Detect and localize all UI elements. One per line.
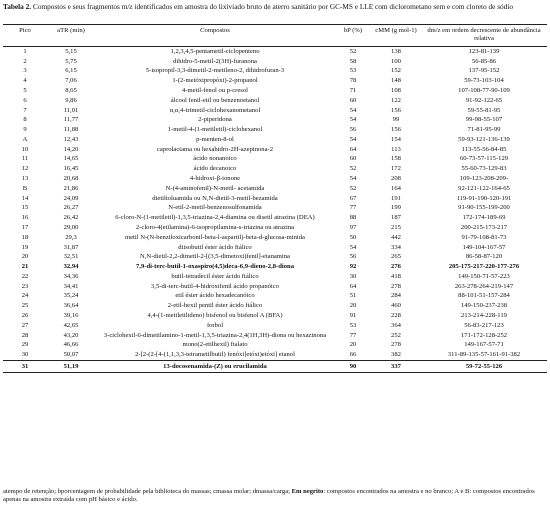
cell-tr: 11,77	[63, 116, 79, 124]
cell-mz: 171-172-128-252	[460, 331, 508, 339]
cell-tr: 16,45	[63, 165, 79, 173]
cell-p: 77	[349, 331, 357, 339]
cell-compound: ácido nonanoico	[193, 155, 237, 163]
cell-tr: 12,43	[63, 135, 79, 143]
cell-tr: 26,42	[63, 214, 79, 222]
cell-compound: álcool fenil-etil ou benzenoetanol	[170, 96, 260, 104]
table-caption	[3, 2, 547, 11]
cell-compound: 2-cloro-4(etilamina)-6-isopropilamina-s-triazina ou atrazina	[135, 223, 295, 231]
cell-pico: 14	[21, 194, 29, 202]
cell-p: 52	[349, 184, 357, 192]
cell-tr: 46,66	[63, 341, 79, 349]
cell-compound: α,α,4-trimetil-ciclohexanometanol	[169, 106, 261, 114]
table-row	[3, 243, 547, 253]
cell-compound: N,N-dietil-2,2-dimetil-2-[(3,5-dimetoxi)fenil]-etanamina	[140, 253, 290, 261]
cell-mm: 442	[391, 233, 401, 241]
cell-mm: 152	[391, 67, 401, 75]
cell-tr: 5,75	[65, 57, 77, 65]
table-header	[3, 25, 547, 47]
cell-pico: 6	[23, 96, 27, 104]
footnote-part2: : compostos encontrados na amostra e no branco; A e B: compostos encontrados apenas na amostra extraída com pH básico e ácido.	[3, 488, 535, 503]
table-row	[3, 331, 547, 341]
cell-pico: 13	[21, 175, 29, 183]
footnote-bold: Em negrito	[291, 488, 324, 495]
cell-tr: 29,3	[65, 233, 77, 241]
cell-mm: 265	[391, 253, 401, 261]
cell-tr: 11,01	[63, 106, 79, 114]
table-row	[3, 311, 547, 321]
cell-compound: 1,2,3,4,5-pentametil-ciclopenteno	[170, 47, 260, 55]
table-row	[3, 125, 547, 135]
cell-p: 54	[349, 116, 357, 124]
cell-pico: 3	[23, 67, 27, 75]
cell-compound: etil éster ácido hexadecanóico	[175, 292, 255, 300]
cell-p: 77	[349, 204, 357, 212]
cell-mz: 86-58-87-120	[465, 253, 503, 261]
cell-mz: 60-73-57-115-129	[459, 155, 509, 163]
cell-p: 56	[349, 253, 357, 261]
cell-pico: B	[22, 184, 28, 192]
cell-pico: 8	[23, 116, 27, 124]
table-row	[3, 350, 547, 360]
cell-mz: 172-174-189-69	[462, 214, 506, 222]
cell-pico: 23	[21, 282, 29, 290]
table-row	[3, 184, 547, 194]
cell-compound: 7,9-di-terc-butil-1-oxaspiro(4,5)deca-6,9-dieno-2,8-diona	[136, 263, 294, 271]
cell-mz: 91-79-108-81-73	[461, 233, 507, 241]
table-row	[3, 213, 547, 223]
cell-pico: 29	[21, 341, 29, 349]
cell-compound: dietiltoluamida ou N,N-dietil-3-metil-bezamida	[152, 194, 278, 202]
cell-p: 54	[349, 135, 357, 143]
cell-pico: 31	[3, 361, 47, 373]
cell-mm: 154	[391, 135, 401, 143]
table-footnote	[3, 488, 547, 504]
cell-mz: 88-101-51-157-284	[458, 292, 510, 300]
cell-pico: 15	[21, 204, 29, 212]
cell-compound: mono(2-etilhexil) ftalato	[182, 341, 248, 349]
cell-mz: 91-90-155-199-200	[458, 204, 510, 212]
cell-tr: 42,65	[63, 321, 79, 329]
table-row	[3, 301, 547, 311]
cell-compound: forbol	[206, 321, 224, 329]
cell-tr: 9,86	[65, 96, 77, 104]
table-row	[3, 47, 547, 57]
table-row	[3, 135, 547, 145]
cell-mz: 263-278-264-219-147	[454, 282, 514, 290]
cell-p: 58	[349, 57, 357, 65]
cell-p: 64	[349, 282, 357, 290]
cell-p: 71	[349, 87, 357, 95]
cell-tr: 31,87	[63, 243, 79, 251]
table-last-body	[3, 361, 547, 373]
cell-tr: 35,24	[63, 292, 79, 300]
cell-mm: 382	[391, 351, 401, 359]
cell-mm: 284	[391, 292, 401, 300]
cell-mz: 311-89-135-57-161-91-382	[447, 351, 521, 359]
header-pico: Pico	[19, 27, 31, 34]
cell-tr: 20,68	[63, 175, 79, 183]
cell-mm: 199	[391, 204, 401, 212]
cell-tr: 14,20	[63, 145, 79, 153]
table-row	[3, 262, 547, 272]
cell-p: 53	[349, 321, 357, 329]
cell-compound: 4-metil-fenol ou p-cresol	[182, 87, 248, 95]
cell-pico: 17	[21, 223, 29, 231]
cell-compound: p-menten-8-ol	[196, 135, 234, 143]
cell-p: 52	[349, 165, 357, 173]
cell-mz: 113-55-56-84-85	[461, 145, 507, 153]
cell-pico: 12	[21, 165, 29, 173]
cell-compound: dihidro-5-metil-2(3H)-furanona	[173, 57, 257, 65]
cell-pico: 28	[21, 331, 29, 339]
cell-mm: 460	[391, 302, 401, 310]
table-row	[3, 223, 547, 233]
cell-mz: 213-214-228-119	[461, 311, 507, 319]
cell-mz: 91-92-122-65	[465, 96, 503, 104]
cell-compound: butil-tetradecil éster ácido ftálico	[171, 272, 259, 280]
table-row	[3, 233, 547, 243]
cell-tr: 29,00	[63, 223, 79, 231]
cell-p: 30	[349, 272, 357, 280]
cell-tr: 11,88	[63, 126, 79, 134]
cell-tr: 36,64	[63, 302, 79, 310]
cell-p: 66	[349, 351, 357, 359]
cell-mz: 99-98-55-107	[465, 116, 503, 124]
cell-p: 54	[349, 243, 357, 251]
cell-pico: 11	[21, 155, 29, 163]
cell-tr: 39,16	[63, 311, 79, 319]
cell-pico: 22	[21, 272, 29, 280]
table-row	[3, 272, 547, 282]
cell-mm: 156	[391, 106, 401, 114]
table-row	[3, 164, 547, 174]
cell-pico: 19	[21, 243, 29, 251]
table-row	[3, 204, 547, 214]
table-row	[3, 145, 547, 155]
compounds-table	[3, 24, 547, 373]
table-row	[3, 292, 547, 302]
cell-mm: 187	[391, 214, 401, 222]
cell-mz: 56-83-217-123	[464, 321, 504, 329]
cell-mz: 149-150-71-57-223	[458, 272, 510, 280]
table-row	[3, 155, 547, 165]
cell-mm: 215	[391, 223, 401, 231]
cell-p: 88	[349, 214, 357, 222]
cell-pico: 16	[21, 214, 29, 222]
table-row	[3, 86, 547, 96]
cell-pico: 7	[23, 106, 27, 114]
cell-tr: 34,41	[63, 282, 79, 290]
cell-p: 53	[349, 67, 357, 75]
cell-mm: 108	[391, 87, 401, 95]
table-row	[3, 340, 547, 350]
cell-mz: 59-73-103-104	[464, 77, 504, 85]
cell-mz: 119-91-190-120-191	[456, 194, 512, 202]
cell-mm: 148	[391, 77, 401, 85]
cell-tr: 32,51	[63, 253, 79, 261]
table-row	[3, 115, 547, 125]
cell-pico: 24	[21, 292, 29, 300]
cell-mz: 59-55-81-95	[467, 106, 501, 114]
cell-pico: 25	[21, 302, 29, 310]
cell-mz: 56-85-86	[471, 57, 497, 65]
cell-p: 92	[349, 263, 357, 271]
header-p: bP (%)	[343, 27, 363, 34]
cell-mm: 191	[391, 194, 401, 202]
cell-compound: 2-etil-hexil pentil éster ácido ftálico	[167, 302, 263, 310]
cell-pico: 9	[23, 126, 27, 134]
cell-tr: 43,20	[63, 331, 79, 339]
cell-p: 54	[349, 175, 357, 183]
cell-p: 67	[349, 194, 357, 202]
cell-compound: 2-piperidona	[198, 116, 232, 124]
cell-mm: 334	[391, 243, 401, 251]
cell-mm: 113	[391, 145, 401, 153]
cell-mm: 364	[391, 321, 401, 329]
cell-p: 20	[349, 302, 357, 310]
cell-mz: 107-108-77-90-109	[458, 87, 510, 95]
table-row	[3, 67, 547, 77]
cell-pico: 30	[21, 351, 29, 359]
cell-compound: 13-docosenamida-(Z) ou erucilamida	[95, 361, 335, 373]
cell-compound: N-etil-2-metil-benzenosulfonamida	[168, 204, 262, 212]
cell-compound: 4,4-(1-metiletilideno) bisfenol ou bisfenol A (BFA)	[147, 311, 283, 319]
table-row	[3, 252, 547, 262]
cell-pico: 26	[21, 311, 29, 319]
cell-compound: 3,5-di-terc-butil-4-hidroxifenil ácido propanóico	[151, 282, 279, 290]
cell-compound: 1-metil-4-(1-metiletil)-ciclohexanol	[167, 126, 263, 134]
cell-tr: 6,15	[65, 67, 77, 75]
cell-mz: 59-93-121-136-139	[458, 135, 510, 143]
caption-text: Compostos e seus fragmentos m/z identificados em amostra do lixiviado bruto de aterro sanitário por GC-MS e LLE com diclorometano sem e com cloreto de sódio	[32, 2, 514, 11]
cell-mz: 92-121-122-164-65	[458, 184, 510, 192]
cell-compound: 6-cloro-N-(1-metiletil)-1,3,5-triazina-2,4-diamina ou disetil atrazina (DEA)	[115, 214, 315, 222]
cell-pico: 21	[21, 263, 29, 271]
cell-pico: 4	[23, 77, 27, 85]
cell-p: 54	[349, 106, 357, 114]
cell-p: 91	[349, 311, 357, 319]
cell-compound: 1-(2-metóxipropóxi)-2-propanol	[172, 77, 258, 85]
table-row-last	[3, 361, 547, 373]
cell-tr: 21,86	[63, 184, 79, 192]
cell-pico: 27	[21, 321, 29, 329]
cell-mm: 252	[391, 331, 401, 339]
cell-mz: 149-167-57-71	[464, 341, 504, 349]
cell-compound: 4-hidroxi-β-ionone	[189, 175, 241, 183]
cell-tr: 14,65	[63, 155, 79, 163]
header-tr: aTR (min)	[57, 27, 85, 34]
header-mz: dm/z em ordem decrescente de abundância relativa	[427, 27, 541, 42]
cell-pico: 2	[23, 57, 27, 65]
table-row	[3, 96, 547, 106]
table-body	[3, 47, 547, 361]
cell-mm: 337	[371, 361, 421, 373]
table-row	[3, 57, 547, 67]
cell-pico: 20	[21, 253, 29, 261]
cell-mm: 278	[391, 282, 401, 290]
cell-p: 20	[349, 341, 357, 349]
cell-tr: 7,06	[65, 77, 77, 85]
cell-mz: 71-81-95-99	[467, 126, 501, 134]
cell-p: 64	[349, 145, 357, 153]
cell-mz: 59-72-55-126	[421, 361, 547, 373]
cell-p: 78	[349, 77, 357, 85]
cell-mz: 149-150-237-238	[460, 302, 508, 310]
table-row	[3, 106, 547, 116]
cell-pico: 10	[21, 145, 29, 153]
cell-mm: 208	[391, 175, 401, 183]
footnote-part1: atempo de retenção; bporcentagem de probabilidade pela biblioteca do massas; cmassa molar; dmassa/carga;	[3, 488, 290, 495]
cell-mm: 99	[392, 116, 400, 124]
table-row	[3, 174, 547, 184]
cell-mm: 138	[391, 47, 401, 55]
table-row	[3, 282, 547, 292]
cell-tr: 34,36	[63, 272, 79, 280]
cell-p: 51	[349, 292, 357, 300]
cell-p: 50	[349, 233, 357, 241]
cell-mm: 100	[391, 57, 401, 65]
cell-pico: 18	[21, 233, 29, 241]
cell-p: 97	[349, 223, 357, 231]
cell-p: 90	[335, 361, 371, 373]
cell-p: 60	[349, 96, 357, 104]
cell-compound: caprolactama ou hexahidro-2H-azepinona-2	[156, 145, 274, 153]
header-mm: cMM (g mol-1)	[375, 27, 417, 34]
cell-mm: 164	[391, 184, 401, 192]
cell-mz: 205-175-217-220-177-276	[448, 263, 520, 271]
cell-compound: 3-ciclohexil-6-dimetilamino-1-metil-1,3,5-triazina-2,4(1H,3H)-diona ou hexazinona	[103, 331, 327, 339]
cell-mz: 109-123-208-209-	[459, 175, 509, 183]
cell-tr: 50,07	[63, 351, 79, 359]
table-row	[3, 76, 547, 86]
cell-mm: 276	[391, 263, 401, 271]
cell-mm: 278	[391, 341, 401, 349]
cell-mm: 122	[391, 96, 401, 104]
cell-compound: 2-[2-(2-[4-(1,1,3,3-tetrametilbutil) fenóxi]etóxi)etóxi] etanol	[135, 351, 295, 359]
cell-compound: metil N-(N-benziloxicarbonil-beta-l-aspartil)-beta-d-glucosa-minida	[125, 233, 305, 241]
header-compostos: Compostos	[200, 27, 230, 34]
cell-compound: N-(4-aminofenil)-N-metil- acetamida	[165, 184, 265, 192]
cell-p: 60	[349, 155, 357, 163]
cell-compound: 5-isopropil-3,3-dimetil-2-metileno-2, dihidrofuran-3	[145, 67, 285, 75]
cell-pico: 1	[23, 47, 27, 55]
cell-mm: 172	[391, 165, 401, 173]
cell-tr: 51,19	[47, 361, 95, 373]
cell-mm: 228	[391, 311, 401, 319]
cell-mz: 137-95-152	[468, 67, 500, 75]
cell-mz: 55-60-73-129-83	[461, 165, 507, 173]
table-row	[3, 194, 547, 204]
cell-mz: 123-81-139	[468, 47, 500, 55]
cell-pico: A	[22, 135, 28, 143]
cell-compound: diisobutil éster ácido ftálico	[178, 243, 252, 251]
cell-p: 52	[349, 47, 357, 55]
cell-mm: 156	[391, 126, 401, 134]
cell-mm: 158	[391, 155, 401, 163]
cell-tr: 24,09	[63, 194, 79, 202]
cell-mz: 200-215-173-217	[460, 223, 508, 231]
cell-compound: ácido decanoico	[193, 165, 237, 173]
cell-mm: 418	[391, 272, 401, 280]
table-row	[3, 321, 547, 331]
cell-pico: 5	[23, 87, 27, 95]
cell-tr: 26,27	[63, 204, 79, 212]
cell-tr: 32,94	[63, 263, 79, 271]
cell-tr: 8,65	[65, 87, 77, 95]
cell-p: 56	[349, 126, 357, 134]
caption-label: Tabela 2.	[3, 2, 32, 11]
cell-tr: 5,15	[65, 47, 77, 55]
cell-mz: 149-104-167-57	[462, 243, 506, 251]
